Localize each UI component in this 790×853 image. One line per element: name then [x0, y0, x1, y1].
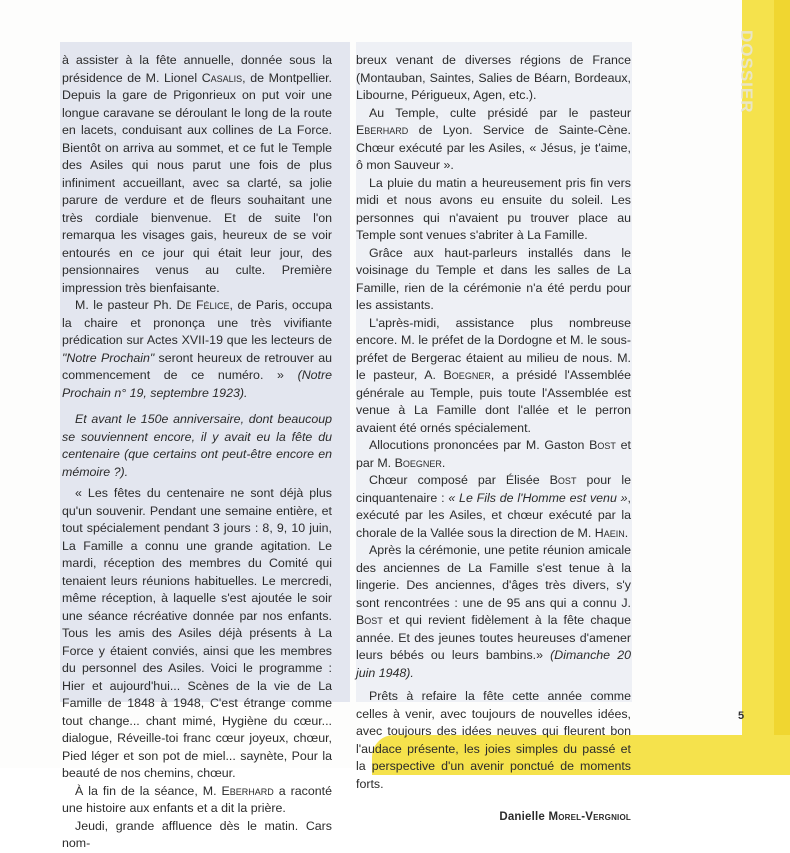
person-name: Haein [594, 525, 625, 540]
paragraph [356, 437, 631, 472]
text-run: et qui revient fidèlement à la fête chaque année. Et des jeunes toutes heureuses d'amener leurs bébés ou leurs bambins.» [356, 613, 631, 662]
text-run: seront heureux de retrouver au commencement de ce numéro. » [62, 350, 332, 382]
text-run: L'après-midi, assistance plus nombreuse encore. M. le préfet de la Dordogne et M. le sous-préfet de Bergerac étaient au milieu de nous. M. le pasteur, A. [356, 315, 631, 382]
paragraph [356, 472, 631, 542]
text-run: À la fin de la séance, M. [75, 783, 222, 798]
citation: (Dimanche 20 juin 1948). [356, 648, 631, 680]
text-run: , de Paris, occupa la chaire et prononça une très vivifiante prédication sur Actes XVII-19 que les lecteurs de [62, 298, 332, 347]
author-signature [356, 809, 631, 827]
text-run: a raconté une histoire aux enfants et a dit la prière. [62, 783, 332, 815]
text-run: de Lyon. Service de Sainte-Cène. Chœur exécuté par les Asiles, « Jésus, je t'aime, ô mon Sauveur ». [356, 123, 631, 172]
person-name: Eberhard [221, 783, 274, 798]
person-name: Bost [356, 613, 383, 627]
text-run: . [441, 455, 446, 470]
right-column [356, 52, 631, 827]
italic-text: « Le Fils de l'Homme est venu » [448, 490, 628, 505]
paragraph [62, 783, 332, 818]
paragraph [62, 52, 332, 297]
paragraph: Prêts à refaire la fête cette année comme celles à venir, avec toujours de nouvelles idées, avec toujours des idées neuves qui fleurent bon l'audace présente, les joies simples du passé et la perspective d'un avenir ponctué de moments forts. [356, 689, 631, 791]
paragraph: Grâce aux haut-parleurs installés dans le voisinage du Temple et dans les salles de La Famille, rien de la cérémonie n'a été perdu pour les assistants. [356, 245, 631, 312]
person-name: Boegner [394, 455, 442, 470]
author-last-name: Morel-Vergniol [548, 811, 631, 823]
citation: (Notre Prochain n° 19, septembre 1923). [62, 368, 332, 400]
person-name: Casalis [201, 70, 243, 85]
text-run: Au Temple, culte présidé par le pasteur [369, 105, 631, 120]
page-number: 5 [738, 710, 745, 722]
author-first-name: Danielle [499, 811, 549, 823]
paragraph [356, 315, 631, 438]
paragraph [62, 297, 332, 402]
section-label: DOSSIER [737, 30, 756, 114]
paragraph: « Les fêtes du centenaire ne sont déjà plus qu'un souvenir. Pendant une semaine entière, et tout spécialement pendant 3 jours : 8, 9, 10 juin, La Famille a connu une grande agitation. Le mardi, réception des membres du Comité qui tenaient leurs réunions habituelles. Le mercredi, même réception, à laquelle s'est ajoutée le soir une séance récréative donnée par nos enfants. Tous les amis des Asiles déjà présents à La Force y étaient conviés, ainsi que les membres du personnel des Asiles. Voici le programme : Hier et aujourd'hui... Scènes de la vie de La Famille de 1848 à 1948, C'est étrange comme tout change... chant mimé, Hygiène du cœur... dialogue, Réveille-toi franc cœur joyeux, chœur, Pied léger et son pot de miel... saynète, Pour la beauté de nos chemins, chœur. [62, 486, 332, 780]
paragraph [356, 105, 631, 175]
person-name: Bost [549, 473, 577, 487]
intro-paragraph: Et avant le 150e anniversaire, dont beaucoup se souviennent encore, il y avait eu la fête du centenaire (que certains ont peut-être encore en mémoire ?). [62, 412, 332, 479]
text-run: à assister à la fête annuelle, donnée sous la présidence de M. Lionel [62, 53, 332, 85]
paragraph: breux venant de diverses régions de France (Montauban, Saintes, Salies de Béarn, Bordeaux, Libourne, Périgueux, Agen, etc.). [356, 53, 631, 102]
italic-text: "Notre Prochain" [62, 350, 155, 365]
person-name: Bost [589, 438, 616, 452]
text-run: M. le pasteur Ph. [75, 298, 177, 312]
text-run: et par M. [356, 438, 631, 470]
paragraph [356, 542, 631, 682]
text-run: , de Montpellier. Depuis la gare de Prigonrieux on put voir une longue caravane se déroulant le long de la route en lacets, conduisant aux collines de La Force. Bientôt on arriva au sommet, et ce fut le Temple des Asiles qui nous parut une fois de plus infiniment accueillant, avec sa clarté, sa jolie parure de verdure et de fleurs souhaitant une très cordiale bienvenue. Et de suite l'on remarqua les visages gais, heureux de se voir entourés en ce jour qui était leur jour, des pensionnaires venus au culte. Première impression très bienfaisante. [62, 70, 332, 295]
paragraph: Jeudi, grande affluence dès le matin. Cars nom- [62, 818, 332, 850]
text-run: Allocutions prononcées par M. Gaston [369, 438, 590, 452]
paragraph: La pluie du matin a heureusement pris fin vers midi et nous avons eu ensuite du soleil. Les personnes qui n'avaient pu trouver place au Temple sont venues s'abriter à La Famille. [356, 175, 631, 242]
yellow-edge-stripe [774, 0, 790, 768]
left-column [62, 52, 332, 853]
text-run: pour le cinquantenaire : [356, 473, 631, 505]
person-name: De Félice [176, 298, 230, 312]
text-run: . [624, 525, 629, 540]
text-run: , exécuté par les Asiles, et chœur exécuté par la chorale de la Vallée sous la direction de M. [356, 490, 631, 540]
text-run: , a présidé l'Assemblée générale au Temple, puis toute l'Assemblée est venue à La Famille dont l'allée et le perron avaient été ornés spécialement. [356, 368, 631, 435]
text-run: Après la cérémonie, une petite réunion amicale des anciennes de La Famille s'est tenue à la lingerie. Des anciennes, d'âges très divers, s'y sont rencontrées : une de 95 ans qui a connu J. [356, 543, 631, 610]
text-run: Chœur composé par Élisée [369, 473, 550, 487]
person-name: Eberhard [356, 123, 409, 137]
person-name: Boegner [443, 368, 491, 382]
